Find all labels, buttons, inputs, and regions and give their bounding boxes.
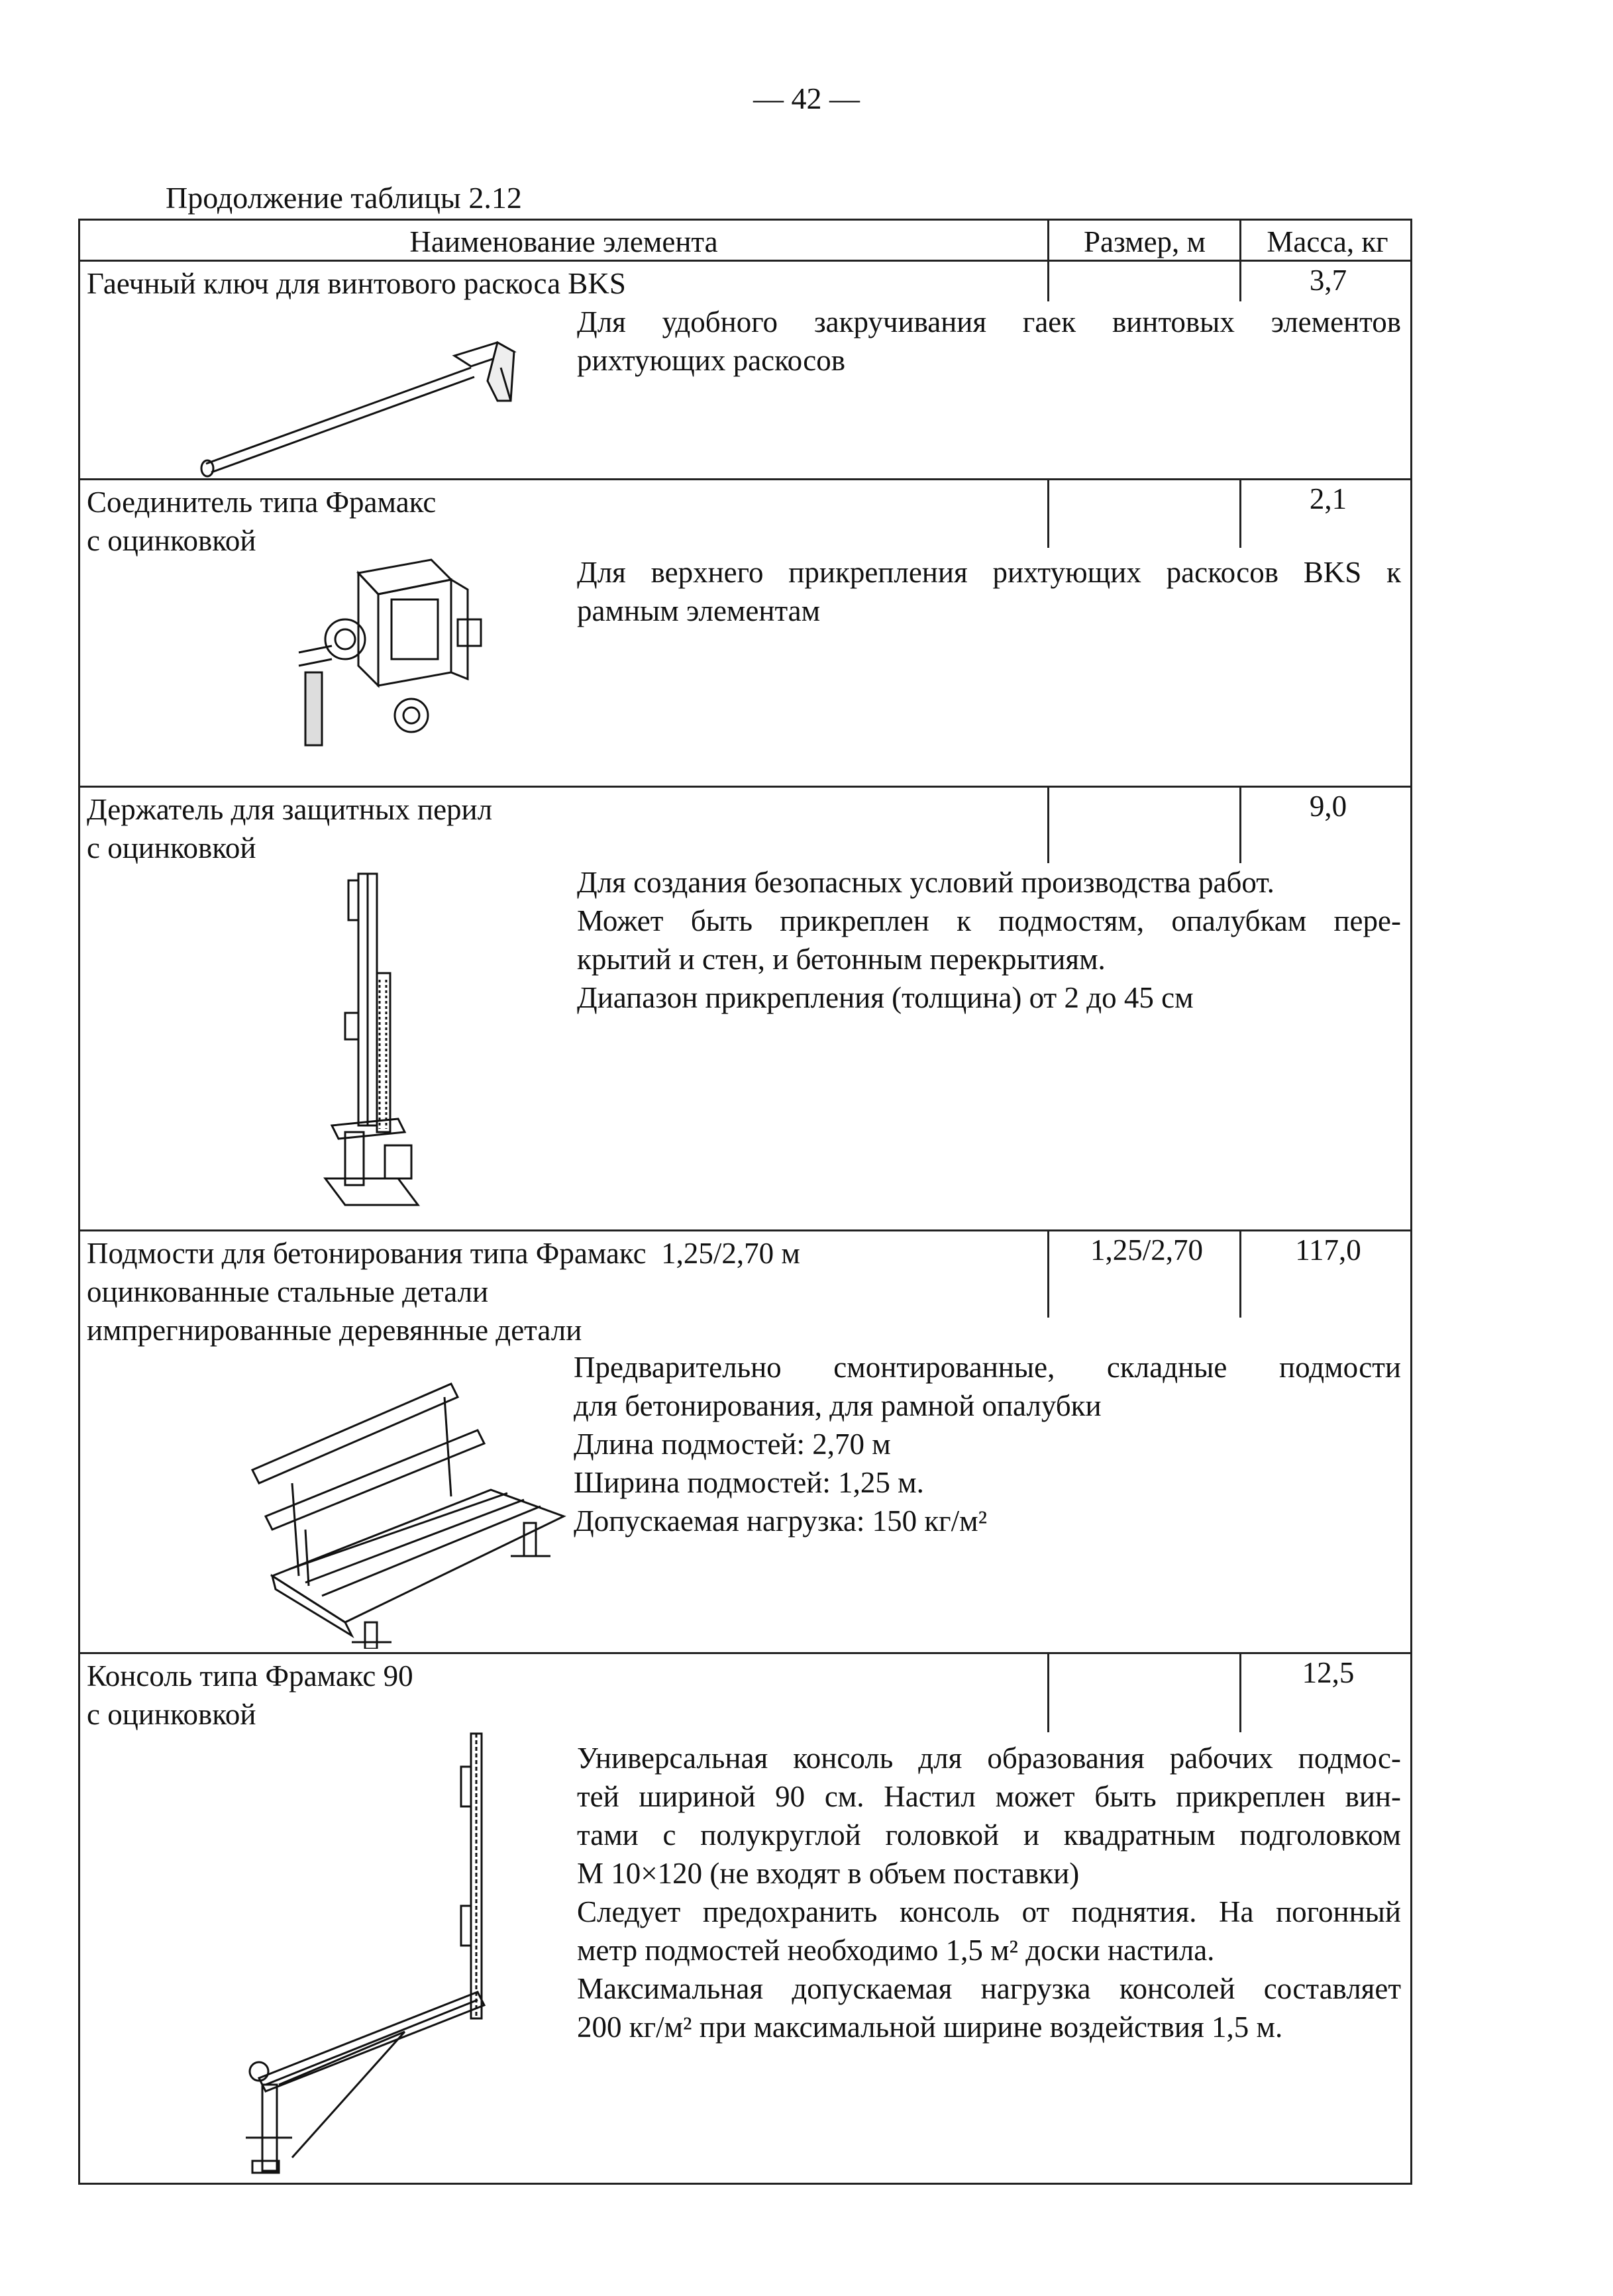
table-row (80, 262, 1410, 480)
row-description (577, 553, 1401, 630)
description-line: Допускаемая нагрузка: 150 кг/м² (574, 1504, 988, 1538)
bracket-console-icon (206, 1727, 524, 2177)
cell-divider (1047, 262, 1049, 301)
cell-divider (1239, 262, 1241, 301)
row-mass: 9,0 (1309, 790, 1347, 823)
description-line: Для верхнего прикрепления рихтующих раскосов BKS к (577, 556, 1401, 589)
row-description (577, 863, 1401, 1017)
table-row (80, 480, 1410, 788)
cell-divider (1239, 1231, 1241, 1318)
description-line: 200 кг/м² при максимальной ширине воздействия 1,5 м. (577, 2010, 1283, 2044)
cell-divider (1239, 1654, 1241, 1732)
header-mass: Масса, кг (1267, 225, 1388, 258)
description-line: Для создания безопасных условий производства работ. (577, 866, 1275, 899)
row-name: Соединитель типа Фрамакс с оцинковкой (87, 486, 437, 557)
description-line: метр подмостей необходимо 1,5 м² доски настила. (577, 1934, 1215, 1967)
wrench-icon (186, 301, 557, 480)
header-divider (1239, 221, 1241, 262)
description-line: Может быть прикреплен к подмостям, опалубкам пере- (577, 904, 1401, 937)
description-line: рамным элементам (577, 594, 821, 627)
row-mass: 2,1 (1309, 482, 1347, 515)
description-line: тей шириной 90 см. Настил может быть прикреплен вин- (577, 1780, 1401, 1813)
row-description (577, 1739, 1401, 2046)
railing-holder-icon (266, 867, 478, 1225)
elements-table (78, 219, 1412, 2185)
header-size: Размер, м (1083, 225, 1206, 258)
cell-divider (1047, 1231, 1049, 1318)
row-mass: 117,0 (1295, 1233, 1361, 1267)
cell-divider (1239, 788, 1241, 863)
header-name: Наименование элемента (409, 225, 718, 258)
row-description (577, 303, 1401, 380)
row-mass: 3,7 (1309, 264, 1347, 297)
cell-divider (1047, 480, 1049, 548)
description-line: Для удобного закручивания гаек винтовых элементов (577, 305, 1401, 339)
row-name: Подмости для бетонирования типа Фрамакс 1,25/2,70 м оцинкованные стальные детали импрегнированные деревянные детали (87, 1237, 800, 1347)
description-line: Диапазон прикрепления (толщина) от 2 до 45 см (577, 981, 1194, 1014)
description-line: Ширина подмостей: 1,25 м. (574, 1466, 924, 1499)
row-name: Консоль типа Фрамакс 90 с оцинковкой (87, 1659, 413, 1731)
connector-clamp-icon (259, 553, 524, 778)
cell-divider (1047, 788, 1049, 863)
table-row (80, 1654, 1410, 2187)
row-description (574, 1348, 1401, 1540)
table-header (80, 221, 1410, 262)
concreting-platform-icon (173, 1357, 584, 1649)
description-line: Универсальная консоль для образования рабочих подмос- (577, 1742, 1401, 1775)
row-name: Держатель для защитных перил с оцинковкой (87, 793, 493, 864)
description-line: для бетонирования, для рамной опалубки (574, 1389, 1102, 1422)
description-line: тами с полукруглой головкой и квадратным подголовком (577, 1818, 1401, 1852)
description-line: М 10×120 (не входят в объем поставки) (577, 1857, 1080, 1890)
description-line: Длина подмостей: 2,70 м (574, 1428, 891, 1461)
table-caption: Продолжение таблицы 2.12 (166, 181, 522, 215)
page-number: — 42 — (753, 81, 860, 115)
description-line: Максимальная допускаемая нагрузка консолей составляет (577, 1972, 1401, 2005)
table-row (80, 788, 1410, 1231)
cell-divider (1047, 1654, 1049, 1732)
header-divider (1047, 221, 1049, 262)
cell-divider (1239, 480, 1241, 548)
row-mass: 12,5 (1302, 1656, 1355, 1689)
description-line: крытий и стен, и бетонным перекрытиям. (577, 943, 1106, 976)
row-size: 1,25/2,70 (1090, 1233, 1203, 1267)
description-line: рихтующих раскосов (577, 344, 845, 377)
row-name: Гаечный ключ для винтового раскоса BKS (87, 267, 626, 300)
description-line: Предварительно смонтированные, складные подмости (574, 1351, 1401, 1384)
description-line: Следует предохранить консоль от поднятия. На погонный (577, 1895, 1401, 1928)
table-row (80, 1231, 1410, 1654)
